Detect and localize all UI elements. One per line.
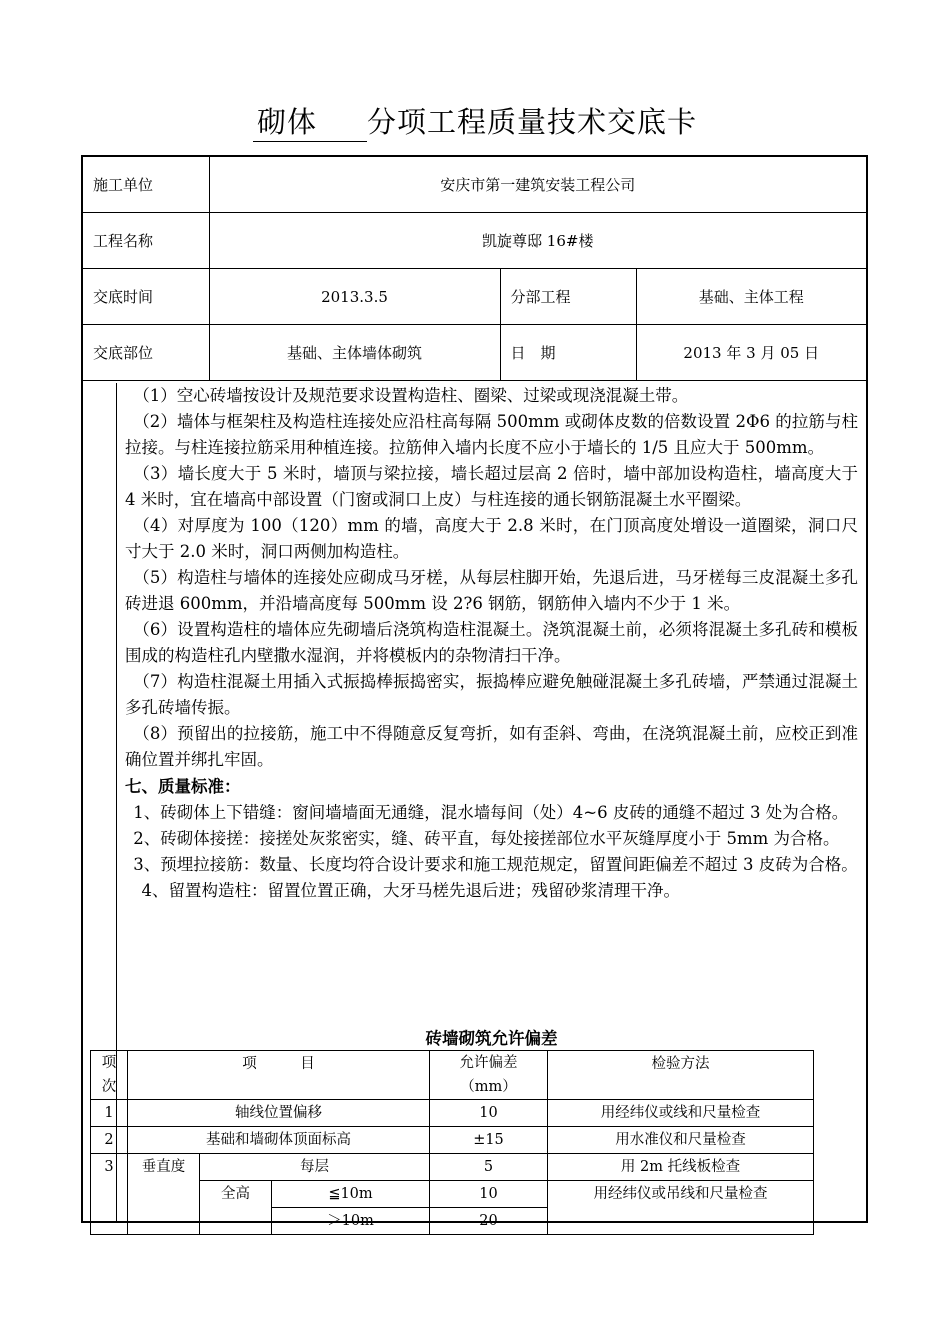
time-value: 2013.3.5 — [209, 269, 500, 325]
paragraph-7: （7）构造柱混凝土用插入式振捣棒振捣密实，振捣棒应避免触碰混凝土多孔砖墙，严禁通过混凝土多孔砖墙传振。 — [125, 672, 858, 717]
row-2-no: 2 — [91, 1127, 128, 1154]
paragraph-4: （4）对厚度为 100（120）mm 的墙，高度大于 2.8 米时，在门顶高度处增设一道圈梁，洞口尺寸大于 2.0 米时，洞口两侧加构造柱。 — [125, 516, 858, 561]
row-3-sub-gt10m: ＞10m — [272, 1208, 430, 1235]
row-3-allowance-per-floor: 5 — [430, 1154, 548, 1181]
row-2-allowance: ±15 — [430, 1127, 548, 1154]
content-area — [83, 383, 866, 1229]
title-underlined-part: 砌体 — [253, 100, 321, 142]
paragraph-5: （5）构造柱与墙体的连接处应砌成马牙槎，从每层柱脚开始，先退后进，马牙槎每三皮混凝土多孔砖进退 600mm，并沿墙高度每 500mm 设 2?6 钢筋，钢筋伸入墙内不少于 1 米。 — [125, 568, 858, 613]
quality-item-2: 2、砖砌体接搓：接搓处灰浆密实，缝、砖平直，每处接搓部位水平灰缝厚度小于 5mm 为合格。 — [133, 829, 840, 848]
row-3-sub-total-height: 全高 — [200, 1181, 272, 1235]
project-label: 工程名称 — [83, 213, 209, 269]
content-text — [125, 383, 858, 904]
subproject-label: 分部工程 — [500, 269, 636, 325]
project-value: 凯旋尊邸 16#楼 — [209, 213, 866, 269]
date-value: 2013 年 3 月 05 日 — [636, 325, 866, 381]
row-3-sub-per-floor: 每层 — [200, 1154, 430, 1181]
row-1-no: 1 — [91, 1100, 128, 1127]
subproject-value: 基础、主体工程 — [636, 269, 866, 325]
quality-item-3: 3、预埋拉接筋：数量、长度均符合设计要求和施工规范规定，留置间距偏差不超过 3 皮砖为合格。 — [133, 855, 858, 874]
quality-item-4: 4、留置构造柱：留置位置正确，大牙马槎先退后进；残留砂浆清理干净。 — [141, 881, 680, 900]
part-label: 交底部位 — [83, 325, 209, 381]
form-frame — [81, 155, 868, 1229]
title-underline-blank — [321, 140, 367, 142]
header-table — [83, 157, 866, 381]
unit-label: 施工单位 — [83, 157, 209, 213]
row-2-method: 用水准仪和尺量检查 — [548, 1127, 814, 1154]
header-no: 项 次 — [91, 1051, 128, 1100]
unit-value: 安庆市第一建筑安装工程公司 — [209, 157, 866, 213]
tolerance-title: 砖墙砌筑允许偏差 — [425, 1029, 558, 1048]
row-3-allowance-gt10m: 20 — [430, 1208, 548, 1235]
title-main-text: 分项工程质量技术交底卡 — [367, 105, 698, 139]
row-1-item: 轴线位置偏移 — [128, 1100, 430, 1127]
row-2-item: 基础和墙砌体顶面标高 — [128, 1127, 430, 1154]
tolerance-section — [101, 1026, 858, 1235]
date-label: 日 期 — [500, 325, 636, 381]
paragraph-8: （8）预留出的拉接筋，施工中不得随意反复弯折，如有歪斜、弯曲，在浇筑混凝土前，应校正到准确位置并绑扎牢固。 — [125, 724, 858, 769]
header-allowance: 允许偏差 （mm） — [430, 1051, 548, 1100]
paragraph-2: （2）墙体与框架柱及构造柱连接处应沿柱高每隔 500mm 或砌体皮数的倍数设置 2Φ6 的拉筋与柱拉接。与柱连接拉筋采用种植连接。拉筋伸入墙内长度不应小于墙长的 1/5 且应大于 500mm。 — [125, 412, 858, 457]
row-3-allowance-le10m: 10 — [430, 1181, 548, 1208]
row-1-allowance: 10 — [430, 1100, 548, 1127]
tolerance-table — [90, 1050, 814, 1235]
header-method: 检验方法 — [548, 1051, 814, 1100]
time-label: 交底时间 — [83, 269, 209, 325]
row-3-method-total-height: 用经纬仪或吊线和尺量检查 — [548, 1181, 814, 1235]
paragraph-3: （3）墙长度大于 5 米时，墙顶与梁拉接，墙长超过层高 2 倍时，墙中部加设构造柱，墙高度大于 4 米时，宜在墙高中部设置（门窗或洞口上皮）与柱连接的通长钢筋混凝土水平圈梁。 — [125, 464, 858, 509]
paragraph-6: （6）设置构造柱的墙体应先砌墙后浇筑构造柱混凝土。浇筑混凝土前，必须将混凝土多孔砖和模板围成的构造柱孔内壁撒水湿润，并将模板内的杂物清扫干净。 — [125, 620, 858, 665]
section-heading-quality: 七、质量标准： — [125, 777, 241, 796]
paragraph-1: （1）空心砖墙按设计及规范要求设置构造柱、圈梁、过梁或现浇混凝土带。 — [133, 386, 689, 405]
row-1-method: 用经纬仪或线和尺量检查 — [548, 1100, 814, 1127]
row-3-method-per-floor: 用 2m 托线板检查 — [548, 1154, 814, 1181]
document-title — [0, 100, 950, 142]
part-value: 基础、主体墙体砌筑 — [209, 325, 500, 381]
header-item: 项 目 — [128, 1051, 430, 1100]
row-3-no: 3 — [91, 1154, 128, 1235]
row-3-item: 垂直度 — [128, 1154, 200, 1235]
row-3-sub-le10m: ≦10m — [272, 1181, 430, 1208]
quality-item-1: 1、砖砌体上下错缝：窗间墙墙面无通缝，混水墙每间（处）4~6 皮砖的通缝不超过 3 处为合格。 — [133, 803, 849, 822]
